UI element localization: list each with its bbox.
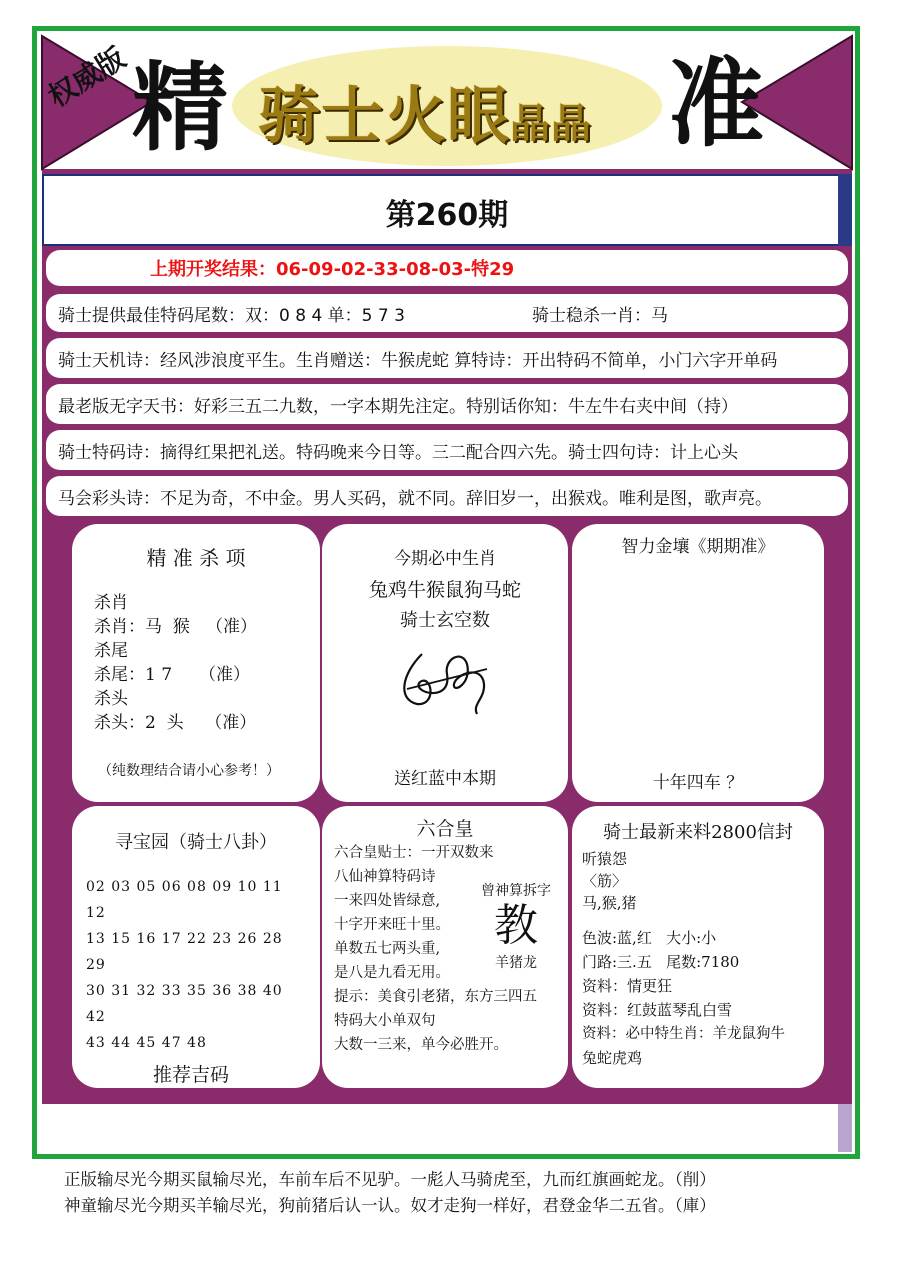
bottom-strip: [42, 1104, 852, 1152]
footer-line-1: 正版输尽光今期买鼠输尽光，车前车后不见驴。一彪人马骑虎至，九而红旗画蛇龙。（削）: [64, 1170, 716, 1189]
book-text: 最老版无字天书：好彩三五二九数，一字本期先注定。特别话你知：牛左牛右夹中间（持）: [58, 396, 738, 417]
must-title: 今期必中生肖: [394, 549, 496, 569]
kill-line: 杀尾：1 7 （准）: [94, 665, 251, 685]
brand-tail: 晶晶: [510, 100, 593, 147]
liuhe-line: 一来四处皆绿意,: [334, 893, 441, 909]
kill-line: 杀肖：马 猴 （准）: [94, 617, 258, 637]
panel-latest: [572, 806, 824, 1088]
info-row-tail-numbers: [46, 294, 848, 332]
liuhe-line: 大数一三来，单今必胜开。: [334, 1037, 508, 1053]
special-poem-text: 骑士特码诗：摘得红果把礼送。特码晚来今日等。三二配合四六先。骑士四句诗：计上心头: [58, 442, 738, 463]
treasure-row: 30 31 32 33 35 36 38 40 42: [86, 983, 283, 1025]
info-row-book: [46, 384, 848, 424]
panel-wisdom: [572, 524, 824, 802]
liuhe-big-char: 教: [494, 900, 538, 951]
kill-zodiac-text: 骑士稳杀一肖：马: [532, 305, 668, 326]
latest-line: 资料：必中特生肖：羊龙鼠狗牛: [582, 1026, 785, 1042]
header-right-char: 准: [668, 47, 764, 160]
info-row-poem: [46, 338, 848, 378]
kill-line: 杀尾: [94, 641, 128, 661]
poem-text: 骑士天机诗：经风涉浪度平生。生肖赠送：牛猴虎蛇 算特诗：开出特码不简单，小门六字开单码: [58, 350, 778, 371]
liuhe-line: 提示：美食引老猪，东方三四五: [334, 989, 537, 1005]
panel-treasure: [72, 806, 320, 1088]
liuhe-line: 十字开来旺十里。: [334, 917, 450, 933]
issue-box: [42, 174, 852, 246]
treasure-row: 13 15 16 17 22 23 26 28 29: [86, 931, 283, 973]
liuhe-line: 单数五七两头重,: [334, 941, 441, 957]
panel-liuhe: [322, 806, 568, 1088]
kill-line: 杀头: [94, 689, 128, 709]
treasure-number-grid: [86, 874, 306, 1056]
panel-must-zodiac: [322, 524, 568, 802]
must-zodiac: 兔鸡牛猴鼠狗马蛇: [368, 579, 521, 601]
authority-tag: 权威版: [42, 41, 132, 114]
latest-line: 听猿怨: [582, 850, 628, 868]
latest-line: 兔蛇虎鸡: [582, 1049, 643, 1067]
liuhe-title: 六合皇: [416, 818, 474, 840]
latest-line: 〈筋〉: [582, 872, 628, 890]
signature-image: [392, 644, 502, 724]
last-result-row: [46, 250, 848, 286]
wisdom-bottom: 十年四车 ？: [652, 773, 744, 793]
panel-precise-kill: [72, 524, 320, 802]
liuhe-side-zodiac: 羊猪龙: [495, 955, 537, 971]
latest-line: 资料：情更狂: [582, 977, 673, 995]
kill-note: （纯数理结合请小心参考！）: [98, 763, 280, 779]
brand-title: [258, 66, 592, 155]
latest-line: 色波:蓝,红 大小:小: [582, 929, 717, 947]
liuhe-side-box: [470, 880, 562, 972]
treasure-row: 43 44 45 47 48: [86, 1035, 207, 1051]
must-sub: 骑士玄空数: [400, 610, 490, 631]
brand-main: 骑士火眼: [258, 79, 511, 152]
wisdom-title: 智力金壤《期期准》: [621, 537, 775, 557]
liuhe-side-title: 曾神算拆字: [481, 883, 551, 899]
latest-title: 骑士最新来料2800信封: [603, 822, 793, 843]
liuhe-line: 是八是九看无用。: [334, 965, 450, 981]
liuhe-line: 特码大小单双句: [334, 1013, 436, 1029]
must-bottom: 送红蓝中本期: [394, 769, 496, 789]
info-row-special-poem: [46, 430, 848, 470]
treasure-title: 寻宝园（骑士八卦）: [115, 832, 277, 853]
latest-line: 马,猴,猪: [582, 894, 637, 912]
panel-kill-title: 精 准 杀 项: [146, 546, 246, 570]
liuhe-line: 八仙神算特码诗: [334, 869, 436, 885]
footer-line-2: 神童输尽光今期买羊输尽光，狗前猪后认一认。奴才走狗一样好，君登金华二五省。（庫）: [64, 1196, 716, 1215]
info-row-horse-poem: [46, 476, 848, 516]
last-result-text: 上期开奖结果：06-09-02-33-08-03-特29: [150, 259, 515, 280]
header-left-char: 精: [132, 51, 228, 164]
tail-numbers-text: 骑士提供最佳特码尾数：双：0 8 4 单：5 7 3: [58, 305, 405, 326]
liuhe-line: 六合皇贴士：一开双数来: [334, 845, 494, 861]
latest-line: 资料：红鼓蓝琴乱白雪: [582, 1001, 733, 1019]
issue-number: 第260期: [385, 198, 509, 233]
horse-poem-text: 马会彩头诗：不足为奇，不中金。男人买码，就不同。辞旧岁一，出猴戏。唯利是图，歌声亮。: [58, 488, 772, 509]
kill-line: 杀头：2 头 （准）: [94, 713, 257, 733]
latest-line: 门路:三.五 尾数:7180: [582, 953, 740, 971]
treasure-row: 02 03 05 06 08 09 10 11 12: [86, 879, 283, 921]
kill-line: 杀肖: [94, 593, 128, 613]
recommend-title: 推荐吉码: [152, 1064, 229, 1086]
